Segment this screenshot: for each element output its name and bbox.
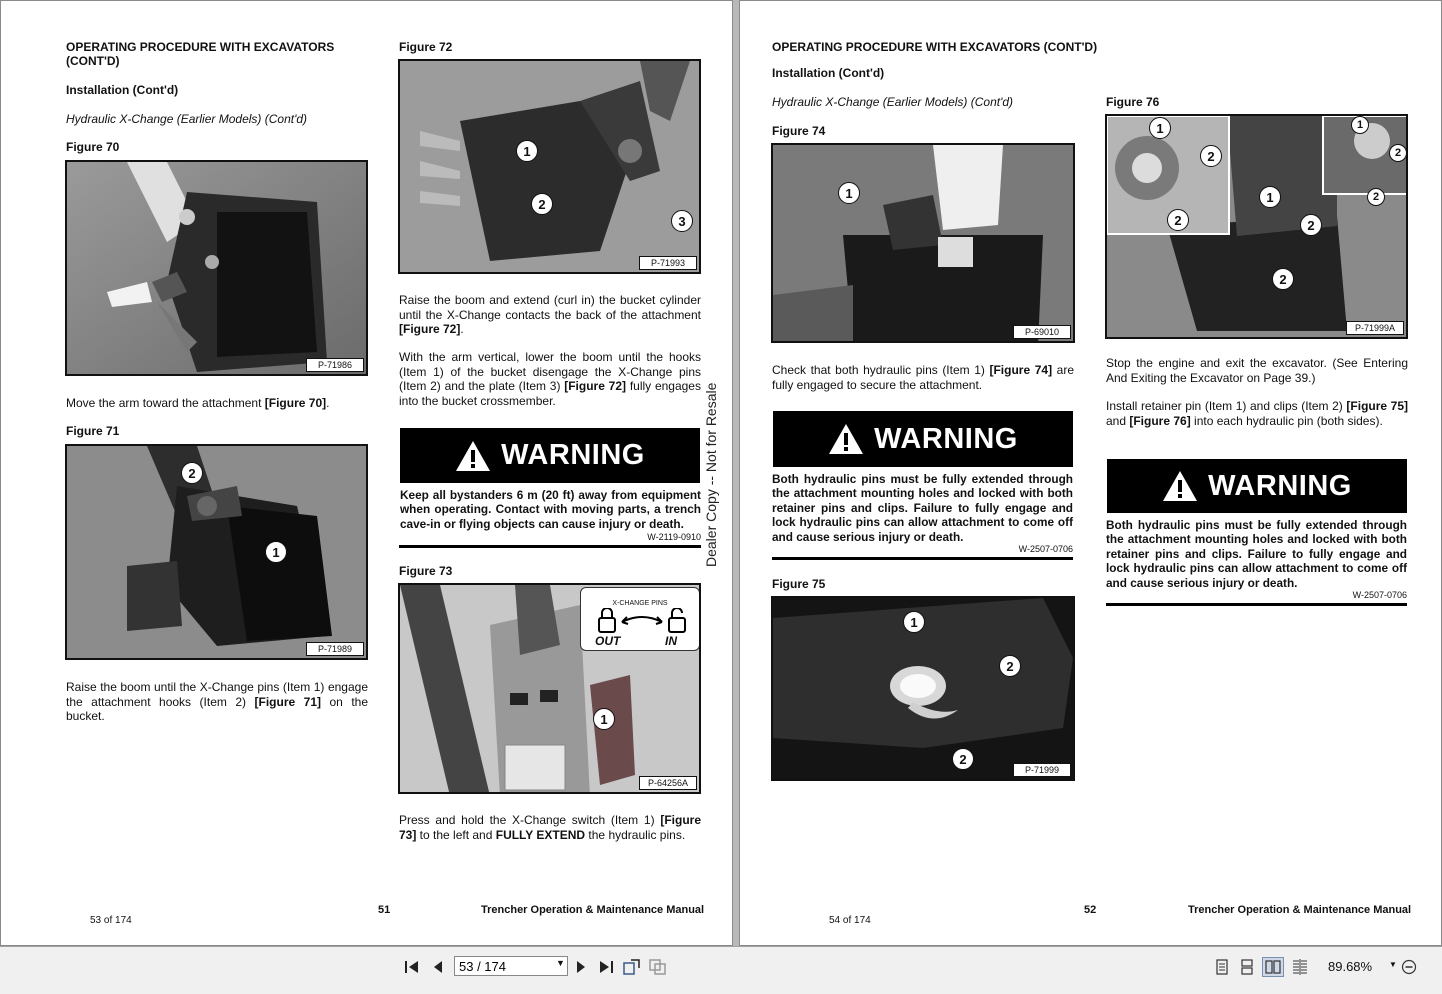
figure-73-label: Figure 73 bbox=[399, 564, 453, 578]
callout-1: 1 bbox=[516, 140, 538, 162]
figure-72-photo bbox=[398, 59, 701, 274]
next-page-icon[interactable] bbox=[571, 957, 591, 977]
callout-1: 1 bbox=[265, 541, 287, 563]
figure-76-photo bbox=[1105, 114, 1408, 339]
page-number: 52 bbox=[1084, 904, 1097, 916]
paragraph: Press and hold the X-Change switch (Item 1) [Figure 73] to the left and FULLY EXTEND the hydraulic pins. bbox=[399, 813, 701, 842]
callout-1: 1 bbox=[1149, 117, 1171, 139]
warning-text: Both hydraulic pins must be fully extended through the attachment mounting holes and locked with both retainer pins and clips. Failure to fully engage and lock hydraulic pins can allow attachment to come off and cause serious injury or death. bbox=[1106, 518, 1407, 590]
callout-1: 1 bbox=[838, 182, 860, 204]
x-change-decal bbox=[580, 587, 700, 651]
decal-title: X-CHANGE PINS bbox=[612, 600, 668, 607]
figure-73-photo bbox=[398, 583, 701, 794]
italic-heading: Hydraulic X-Change (Earlier Models) (Cont'd) bbox=[66, 112, 308, 126]
page-number: 51 bbox=[378, 904, 391, 916]
footer-title: Trencher Operation & Maintenance Manual bbox=[481, 904, 705, 916]
watermark: Dealer Copy -- Not for Resale bbox=[703, 382, 719, 567]
figure-75-label: Figure 75 bbox=[772, 577, 826, 591]
callout-2: 2 bbox=[952, 748, 974, 770]
facing-icon[interactable] bbox=[1290, 957, 1310, 977]
callout-2: 2 bbox=[1272, 268, 1294, 290]
page-51 bbox=[0, 0, 733, 946]
continuous-icon[interactable] bbox=[1237, 957, 1257, 977]
two-page-icon[interactable] bbox=[1262, 957, 1284, 977]
callout-1: 1 bbox=[1259, 186, 1281, 208]
figure-code: P-71993 bbox=[639, 256, 697, 270]
figure-72-label: Figure 72 bbox=[399, 40, 453, 54]
figure-70-photo bbox=[65, 160, 368, 376]
warning-title: WARNING bbox=[1208, 469, 1352, 502]
figure-71-label: Figure 71 bbox=[66, 424, 120, 438]
figure-code: P-71986 bbox=[306, 358, 364, 372]
footer-title: Trencher Operation & Maintenance Manual bbox=[1188, 904, 1412, 916]
page-52 bbox=[739, 0, 1442, 946]
callout-2: 2 bbox=[1389, 144, 1407, 162]
warning-banner bbox=[400, 428, 700, 483]
first-page-icon[interactable] bbox=[402, 957, 422, 977]
figure-code: P-71999A bbox=[1346, 321, 1404, 335]
figure-74-photo bbox=[771, 143, 1075, 343]
warning-title: WARNING bbox=[874, 422, 1018, 455]
callout-2: 2 bbox=[999, 655, 1021, 677]
callout-2: 2 bbox=[1300, 214, 1322, 236]
single-page-icon[interactable] bbox=[1212, 957, 1232, 977]
callout-2: 2 bbox=[531, 193, 553, 215]
warning-triangle-icon bbox=[455, 440, 491, 472]
paragraph: Raise the boom and extend (curl in) the bucket cylinder until the X-Change contacts the back of the attachment [Figure 72]. bbox=[399, 293, 701, 336]
warning-triangle-icon bbox=[828, 423, 864, 455]
rule bbox=[399, 545, 701, 548]
paragraph: With the arm vertical, lower the boom until the hooks (Item 1) of the bucket disengage the X-Change pins (Item 2) and the plate (Item 3) [Figure 72] fully engages into the bucket crossmember. bbox=[399, 350, 701, 408]
warning-code: W-2507-0706 bbox=[1352, 590, 1407, 600]
figure-70-label: Figure 70 bbox=[66, 140, 120, 154]
page-heading: OPERATING PROCEDURE WITH EXCAVATORS (CONT'D) bbox=[66, 40, 335, 68]
zoom-level[interactable]: 89.68% bbox=[1328, 959, 1373, 974]
section-subheading: Installation (Cont'd) bbox=[66, 83, 179, 97]
zoom-out-icon[interactable] bbox=[1399, 957, 1419, 977]
chevron-down-icon[interactable]: ▼ bbox=[556, 958, 565, 968]
rule bbox=[1106, 603, 1407, 606]
figure-76-label: Figure 76 bbox=[1106, 95, 1160, 109]
paragraph: Check that both hydraulic pins (Item 1) [Figure 74] are fully engaged to secure the attachment. bbox=[772, 363, 1075, 392]
rotate-icon[interactable] bbox=[622, 957, 642, 977]
callout-2: 2 bbox=[181, 462, 203, 484]
last-page-icon[interactable] bbox=[596, 957, 616, 977]
page-count: 54 of 174 bbox=[829, 915, 871, 926]
callout-1: 1 bbox=[593, 708, 615, 730]
rule bbox=[772, 557, 1073, 560]
warning-title: WARNING bbox=[501, 439, 645, 471]
fit-icon[interactable] bbox=[648, 957, 668, 977]
callout-2: 2 bbox=[1367, 188, 1385, 206]
page-count: 53 of 174 bbox=[90, 915, 132, 926]
figure-75-photo bbox=[771, 596, 1075, 781]
warning-code: W-2119-0910 bbox=[647, 532, 701, 542]
paragraph: Stop the engine and exit the excavator. (See Entering And Exiting the Excavator on Page 39.) bbox=[1106, 356, 1408, 385]
callout-1: 1 bbox=[1351, 116, 1369, 134]
figure-code: P-71999 bbox=[1013, 763, 1071, 777]
callout-2: 2 bbox=[1167, 209, 1189, 231]
viewer-toolbar bbox=[0, 946, 1442, 994]
callout-3: 3 bbox=[671, 210, 693, 232]
warning-triangle-icon bbox=[1162, 470, 1198, 502]
italic-heading: Hydraulic X-Change (Earlier Models) (Cont'd) bbox=[772, 95, 1014, 109]
paragraph: Move the arm toward the attachment [Figure 70]. bbox=[66, 396, 330, 410]
figure-71-photo bbox=[65, 444, 368, 660]
section-subheading: Installation (Cont'd) bbox=[772, 66, 885, 80]
warning-code: W-2507-0706 bbox=[1018, 544, 1073, 554]
decal-in: IN bbox=[665, 634, 677, 648]
page-number-input[interactable] bbox=[454, 956, 568, 976]
prev-page-icon[interactable] bbox=[428, 957, 448, 977]
figure-74-label: Figure 74 bbox=[772, 124, 826, 138]
callout-2: 2 bbox=[1200, 145, 1222, 167]
lock-unlock-icon bbox=[597, 608, 687, 634]
figure-code: P-69010 bbox=[1013, 325, 1071, 339]
paragraph: Install retainer pin (Item 1) and clips (Item 2) [Figure 75] and [Figure 76] into each hydraulic pin (both sides). bbox=[1106, 399, 1409, 428]
warning-banner bbox=[1107, 459, 1407, 513]
warning-text: Both hydraulic pins must be fully extended through the attachment mounting holes and locked with both retainer pins and clips. Failure to fully engage and lock hydraulic pins can allow attachment to come off and cause serious injury or death. bbox=[772, 472, 1073, 544]
warning-text: Keep all bystanders 6 m (20 ft) away from equipment when operating. Contact with moving parts, a trench cave-in or flying objects can cause injury or death. bbox=[400, 488, 701, 531]
figure-code: P-64256A bbox=[639, 776, 697, 790]
page-heading: OPERATING PROCEDURE WITH EXCAVATORS (CONT'D) bbox=[772, 40, 1098, 54]
chevron-down-icon[interactable]: ▼ bbox=[1389, 960, 1397, 969]
warning-banner bbox=[773, 411, 1073, 467]
decal-out: OUT bbox=[595, 634, 621, 648]
callout-1: 1 bbox=[903, 611, 925, 633]
paragraph: Raise the boom until the X-Change pins (Item 1) engage the attachment hooks (Item 2) [Figure 71] on the bucket. bbox=[66, 680, 368, 723]
figure-code: P-71989 bbox=[306, 642, 364, 656]
